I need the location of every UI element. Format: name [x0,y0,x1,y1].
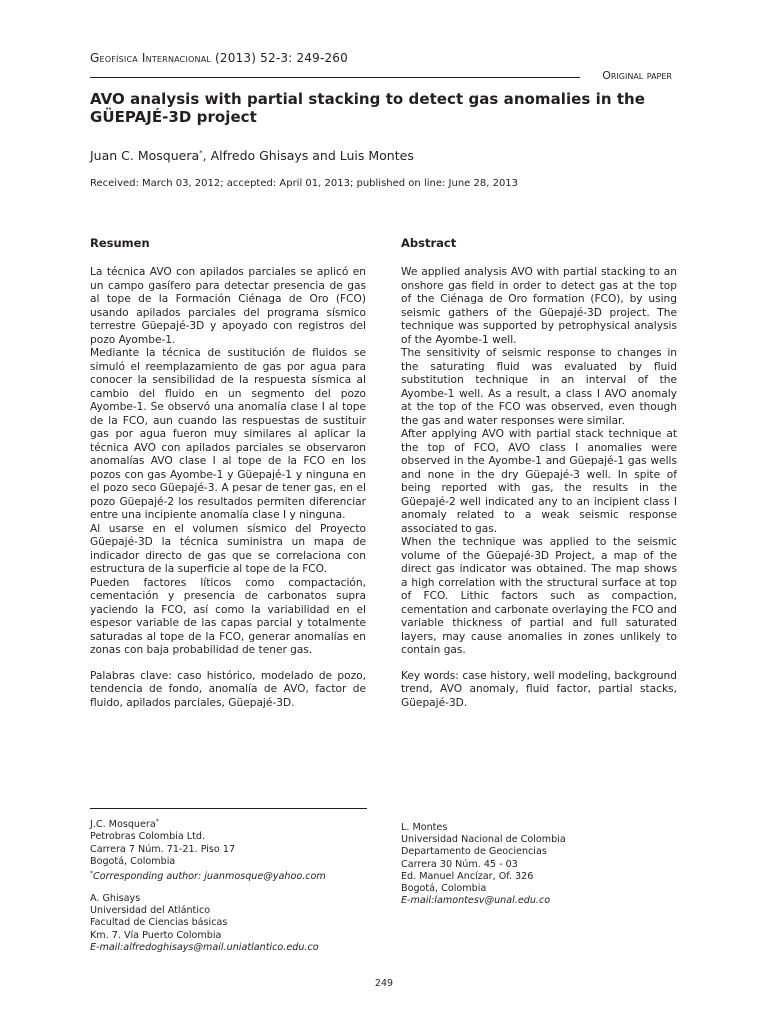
palabras-clave: Palabras clave: caso histórico, modelado de pozo, tendencia de fondo, anomalía de AVO, factor de fluido, apilados parciales, Güepajé-3D. [90,669,366,709]
affiliation-org: Petrobras Colombia Ltd. [90,831,206,843]
affiliation-name: L. Montes [401,822,448,833]
resumen-paragraph: Al usarse en el volumen sísmico del Proyecto Güepajé-3D la técnica suministra un mapa de indicador directo de gas que se correlaciona con estructura de la superficie al tope de la FCO. [90,522,366,575]
abstract-heading: Abstract [401,236,457,250]
abstract-paragraph: We applied analysis AVO with partial stacking to an onshore gas field in order to detect gas at the top of the Ciénaga de Oro formation (FCO), by using seismic gathers of the Güepajé-3D project. The technique was supported by petrophysical analysis of the Ayombe-1 well. [401,266,677,346]
affiliation-email: E-mail:alfredoghisays@mail.uniatlantico.edu.co [90,941,319,953]
affiliation-montes [401,822,566,907]
affiliation-address: Km. 7. Vía Puerto Colombia [90,929,222,941]
corresponding-mark: * [155,818,159,825]
header-rule [90,77,580,78]
author-mosquera: Juan C. Mosquera [90,148,200,163]
resumen-paragraph: Mediante la técnica de sustitución de fluidos se simuló el reemplazamiento de gas por agua para conocer la sensibilidad de la respuesta sísmica al cambio del fluido en un segmento del pozo Ayombe-1. Se observó una anomalía clase I al tope de la FCO, aun cuando las respuestas de sustituir gas por agua fueron muy similares al aplicar la técnica AVO con apilados parciales se observaron anomalías AVO clase I al tope de la FCO en los pozos con gas Ayombe-1 y Güepajé-1 y ninguna en el pozo seco Güepajé-3. A pesar de tener gas, en el pozo Güepajé-2 los resultados permiten diferenciar entre una incipiente anomalía clase I y ninguna. [90,347,366,521]
affiliation-name [90,816,326,831]
affiliation-address: Carrera 30 Núm. 45 - 03 [401,858,518,870]
journal-citation: Geofísica Internacional (2013) 52-3: 249-260 [90,51,348,65]
page-number: 249 [374,978,394,989]
affiliation-city: Bogotá, Colombia [401,883,487,895]
corresponding-mark: * [90,870,93,877]
affiliation-ghisays [90,893,319,954]
affiliation-address: Carrera 7 Núm. 71-21. Piso 17 [90,843,236,855]
article-title: AVO analysis with partial stacking to detect gas anomalies in the GÜEPAJÉ-3D project [90,90,645,126]
affiliation-org: Universidad Nacional de Colombia [401,834,566,846]
abstract-paragraph: The sensitivity of seismic response to changes in the saturating fluid was evaluated by fluid substitution technique in an interval of the Ayombe-1 well. As a result, a class I AVO anomaly at the top of the FCO was observed, even though the gas and water responses were similar. [401,347,677,427]
affiliation-name: A. Ghisays [90,893,141,904]
affiliation-dept: Facultad de Ciencias básicas [90,917,228,929]
author-list [90,148,414,163]
abstract-column [401,236,677,710]
publication-dates: Received: March 03, 2012; accepted: April 01, 2013; published on line: June 28, 2013 [90,178,519,189]
affiliation-city: Bogotá, Colombia [90,855,176,867]
resumen-paragraph: La técnica AVO con apilados parciales se aplicó en un campo gasífero para detectar presencia de gas al tope de la Formación Ciénaga de Oro (FCO) usando apilados parciales del programa sísmico terrestre Güepajé-3D y apoyado con registros del pozo Ayombe-1. [90,266,366,346]
affiliation-name-text: J.C. Mosquera [90,819,156,831]
affiliation-dept: Departamento de Geociencias [401,846,547,858]
abstract-paragraph: When the technique was applied to the seismic volume of the Güepajé-3D Project, a map of the direct gas indicator was obtained. The map shows a high correlation with the structural surface at top of FCO. Lithic factors such as compaction, cementation and carbonate overlaying the FCO and variable thickness of partial and full saturated layers, may cause anomalies in zones unlikely to contain gas. [401,536,677,656]
key-words: Key words: case history, well modeling, background trend, AVO anomaly, fluid factor, partial stacks, Güepajé-3D. [401,669,677,709]
section-label: Original paper [602,69,672,82]
footnote-rule [90,808,367,809]
corresponding-author-mark: * [199,148,203,157]
corresponding-email-text: Corresponding author: juanmosque@yahoo.com [93,871,326,883]
other-authors: , Alfredo Ghisays and Luis Montes [202,148,414,163]
corresponding-email [90,868,326,883]
resumen-column [90,236,366,710]
affiliation-org: Universidad del Atlántico [90,905,211,917]
resumen-paragraph: Pueden factores líticos como compactación, cementación y presencia de carbonatos supra yaciendo la FCO, así como la variabilidad en el espesor variable de las capas parcial y totalmente saturadas al tope de la FCO, generar anomalías en zonas con baja probabilidad de tener gas. [90,576,366,656]
resumen-heading: Resumen [90,236,150,250]
abstract-paragraph: After applying AVO with partial stack technique at the top of FCO, AVO class I anomalies were observed in the Ayombe-1 and Güepajé-1 gas wells and none in the dry Güepajé-3 well. In spite of being reported with gas, the results in the Güepajé-2 well indicated any to an incipient class I anomaly related to a weak seismic response associated to gas. [401,428,677,535]
affiliation-mosquera [90,816,326,883]
affiliation-address: Ed. Manuel Ancízar, Of. 326 [401,870,534,882]
affiliation-email: E-mail:lamontesv@unal.edu.co [401,895,551,907]
